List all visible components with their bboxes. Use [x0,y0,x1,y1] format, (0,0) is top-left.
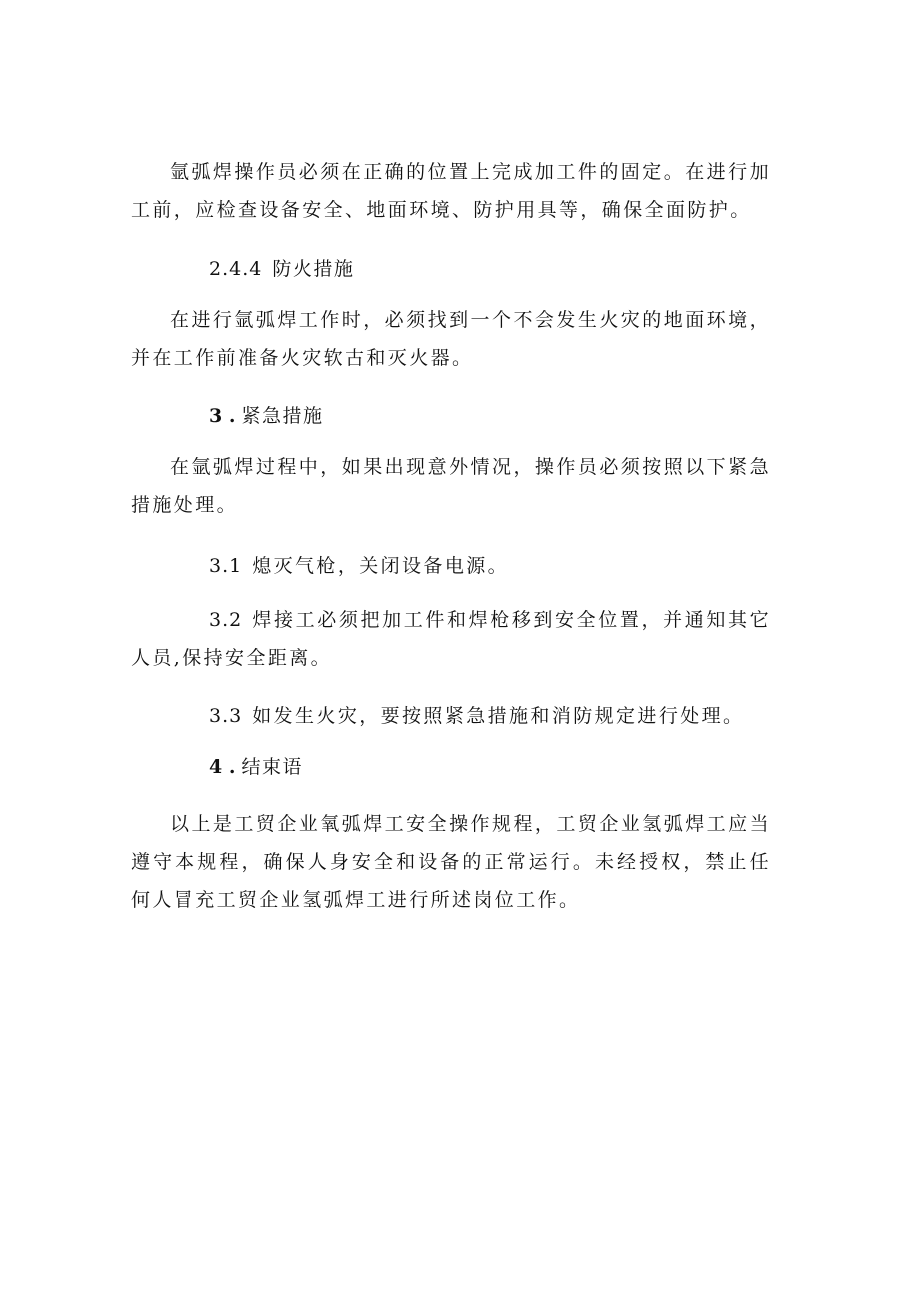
item-number: 3.2 [209,609,243,631]
section-heading-4 [131,748,771,786]
item-number: 3.1 [209,555,243,577]
section-heading-3 [131,397,771,435]
item-text: 熄灭气枪，关闭设备电源。 [252,555,510,577]
paragraph-emergency-intro: 在氩弧焊过程中，如果出现意外情况，操作员必须按照以下紧急措施处理。 [131,456,771,516]
section-number: 4 . [209,756,236,778]
section-title: 防火措施 [272,258,355,280]
list-item-3-3 [131,697,771,735]
item-text: 焊接工必须把加工件和焊枪移到安全位置，并通知其它人员,保持安全距离。 [131,609,771,669]
paragraph-setup: 氩弧焊操作员必须在正确的位置上完成加工件的固定。在进行加工前，应检查设备安全、地面环境、防护用具等，确保全面防护。 [131,161,771,221]
list-item-3-2 [131,601,771,677]
list-item-3-1 [131,547,771,585]
item-text: 如发生火灾，要按照紧急措施和消防规定进行处理。 [252,705,745,727]
section-number: 2.4.4 [209,258,263,280]
paragraph-fire-prevention: 在进行氩弧焊工作时，必须找到一个不会发生火灾的地面环境，并在工作前准备火灾软古和灭火器。 [131,309,771,369]
section-title: 紧急措施 [241,405,324,427]
item-number: 3.3 [209,705,243,727]
section-heading-2-4-4 [131,250,771,288]
section-title: 结束语 [241,756,303,778]
paragraph-conclusion: 以上是工贸企业氧弧焊工安全操作规程，工贸企业氢弧焊工应当遵守本规程，确保人身安全和设备的正常运行。未经授权，禁止任何人冒充工贸企业氢弧焊工进行所述岗位工作。 [131,813,771,911]
section-number: 3 . [209,405,236,427]
